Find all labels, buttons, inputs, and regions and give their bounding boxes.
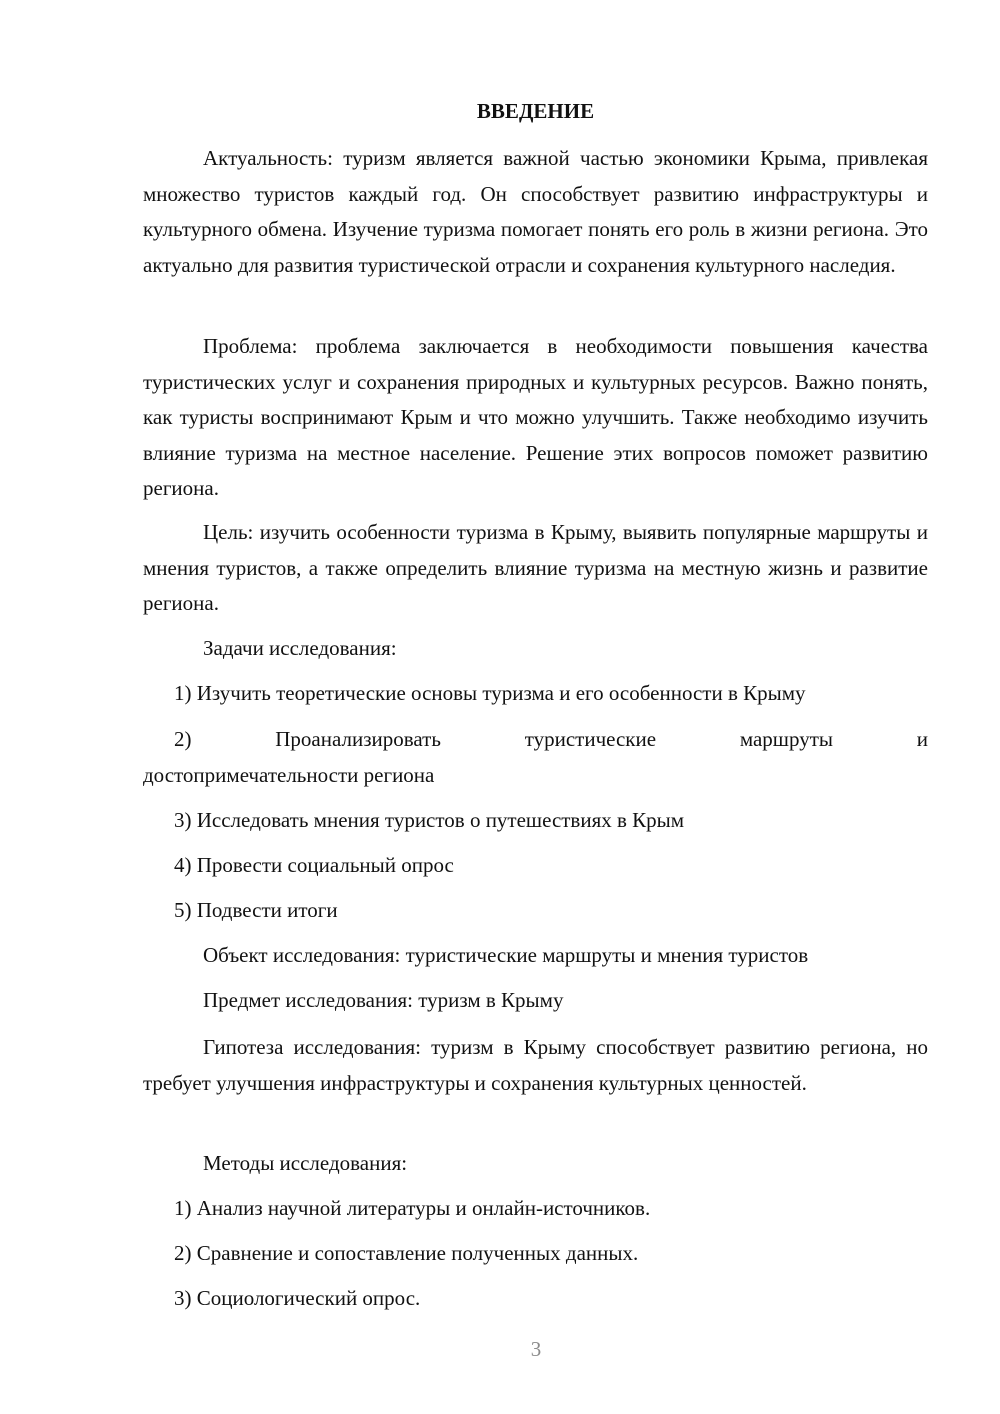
task-item-2: 2) Проанализировать туристические маршруты и — [174, 727, 928, 751]
method-item-3: 3) Социологический опрос. — [174, 1286, 421, 1310]
task-item-5: 5) Подвести итоги — [174, 898, 338, 922]
methods-heading: Методы исследования: — [203, 1151, 408, 1175]
problem-paragraph: Проблема: проблема заключается в необходимости повышения качества туристических услуг и сохранения природных и культурных ресурсов. Важно понять, как туристы воспринимают Крым и что можно улучшить. Также необходимо изучить влияние туризма на местное население. Решение этих вопросов поможет развитию региона. — [143, 334, 928, 500]
task-item-1: 1) Изучить теоретические основы туризма и его особенности в Крыму — [174, 681, 806, 705]
method-item-1: 1) Анализ научной литературы и онлайн-источников. — [174, 1196, 651, 1220]
relevance-paragraph: Актуальность: туризм является важной частью экономики Крыма, привлекая множество туристов каждый год. Он способствует развитию инфраструктуры и культурного обмена. Изучение туризма помогает понять его роль в жизни региона. Это актуально для развития туристической отрасли и сохранения культурного наследия. — [143, 146, 928, 277]
section-title: ВВЕДЕНИЕ — [476, 99, 595, 123]
goal-paragraph: Цель: изучить особенности туризма в Крыму, выявить популярные маршруты и мнения туристов, а также определить влияние туризма на местную жизнь и развитие региона. — [143, 520, 928, 615]
task-item-4: 4) Провести социальный опрос — [174, 853, 454, 877]
research-subject: Предмет исследования: туризм в Крыму — [203, 988, 564, 1012]
page-number: 3 — [530, 1337, 542, 1361]
research-object: Объект исследования: туристические маршруты и мнения туристов — [203, 943, 809, 967]
hypothesis-paragraph: Гипотеза исследования: туризм в Крыму способствует развитию региона, но требует улучшения инфраструктуры и сохранения культурных ценностей. — [143, 1035, 928, 1095]
method-item-2: 2) Сравнение и сопоставление полученных данных. — [174, 1241, 639, 1265]
tasks-heading: Задачи исследования: — [203, 636, 397, 660]
task-item-3: 3) Исследовать мнения туристов о путешествиях в Крым — [174, 808, 685, 832]
task-item-2-continuation: достопримечательности региона — [143, 763, 435, 787]
